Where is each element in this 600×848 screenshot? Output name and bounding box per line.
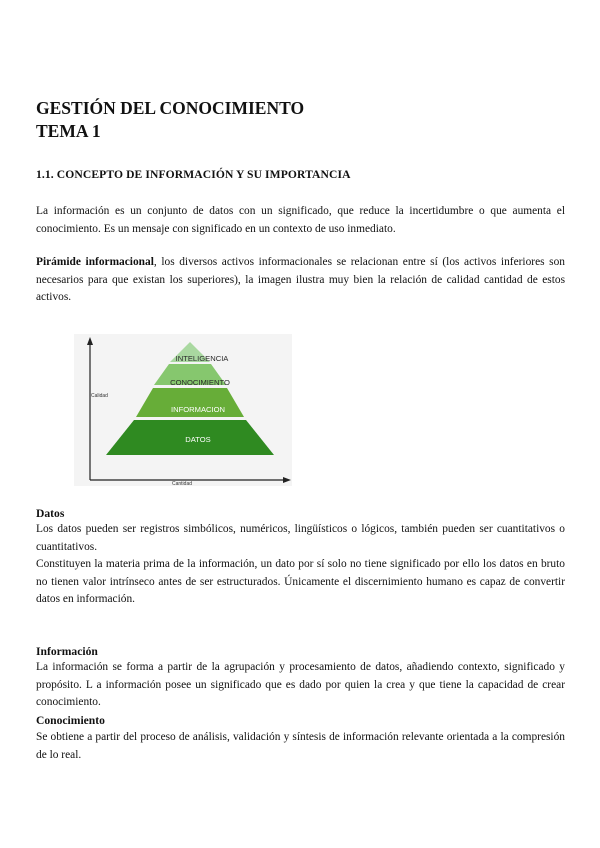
x-axis-arrow-icon <box>283 477 291 483</box>
pyramid-figure <box>74 334 292 486</box>
pyramid-diagram <box>74 334 292 486</box>
informacion-heading: Información <box>36 645 98 658</box>
title-line-2: TEMA 1 <box>36 121 101 141</box>
datos-heading: Datos <box>36 507 65 520</box>
piramide-term: Pirámide informacional <box>36 256 154 268</box>
label-informacion: INFORMACION <box>171 405 225 414</box>
piramide-text: , los diversos activos informacionales se relacionan entre sí (los activos inferiores son necesarios para que existan los superiores), la imagen ilustra muy bien la relación de calidad cantidad de estos activos. <box>36 256 565 303</box>
conocimiento-heading: Conocimiento <box>36 714 105 727</box>
label-conocimiento: CONOCIMIENTO <box>170 378 230 387</box>
piramide-paragraph <box>36 254 565 307</box>
y-axis-label: Calidad <box>91 393 108 399</box>
y-axis-arrow-icon <box>87 337 93 345</box>
document-title <box>36 97 566 143</box>
label-inteligencia: INTELIGENCIA <box>175 354 229 363</box>
label-datos: DATOS <box>185 435 211 444</box>
conocimiento-paragraph: Se obtiene a partir del proceso de análisis, validación y síntesis de información relevante orientada a la compresión de lo real. <box>36 731 565 761</box>
section-heading: 1.1. CONCEPTO DE INFORMACIÓN Y SU IMPORTANCIA <box>36 168 351 181</box>
title-line-1: GESTIÓN DEL CONOCIMIENTO <box>36 98 305 118</box>
intro-paragraph: La información es un conjunto de datos con un significado, que reduce la incertidumbre o que aumenta el conocimiento. Es un mensaje con significado en un contexto de uso inmediato. <box>36 205 565 235</box>
x-axis-label: Cantidad <box>171 481 193 486</box>
datos-paragraph-2: Constituyen la materia prima de la información, un dato por sí solo no tiene significado por ello los datos en bruto no tienen valor intrínseco antes de ser estructurados. Únicamente el discernimiento humano es capaz de convertir datos en información. <box>36 558 565 605</box>
datos-paragraph-1: Los datos pueden ser registros simbólicos, numéricos, lingüísticos o lógicos, también pueden ser cuantitativos o cuantitativos. <box>36 523 565 553</box>
informacion-paragraph: La información se forma a partir de la agrupación y procesamiento de datos, añadiendo contexto, significado y propósito. L a información posee un significado que es dado por quien la crea y que tiene la capacidad de crear conocimiento. <box>36 661 565 708</box>
